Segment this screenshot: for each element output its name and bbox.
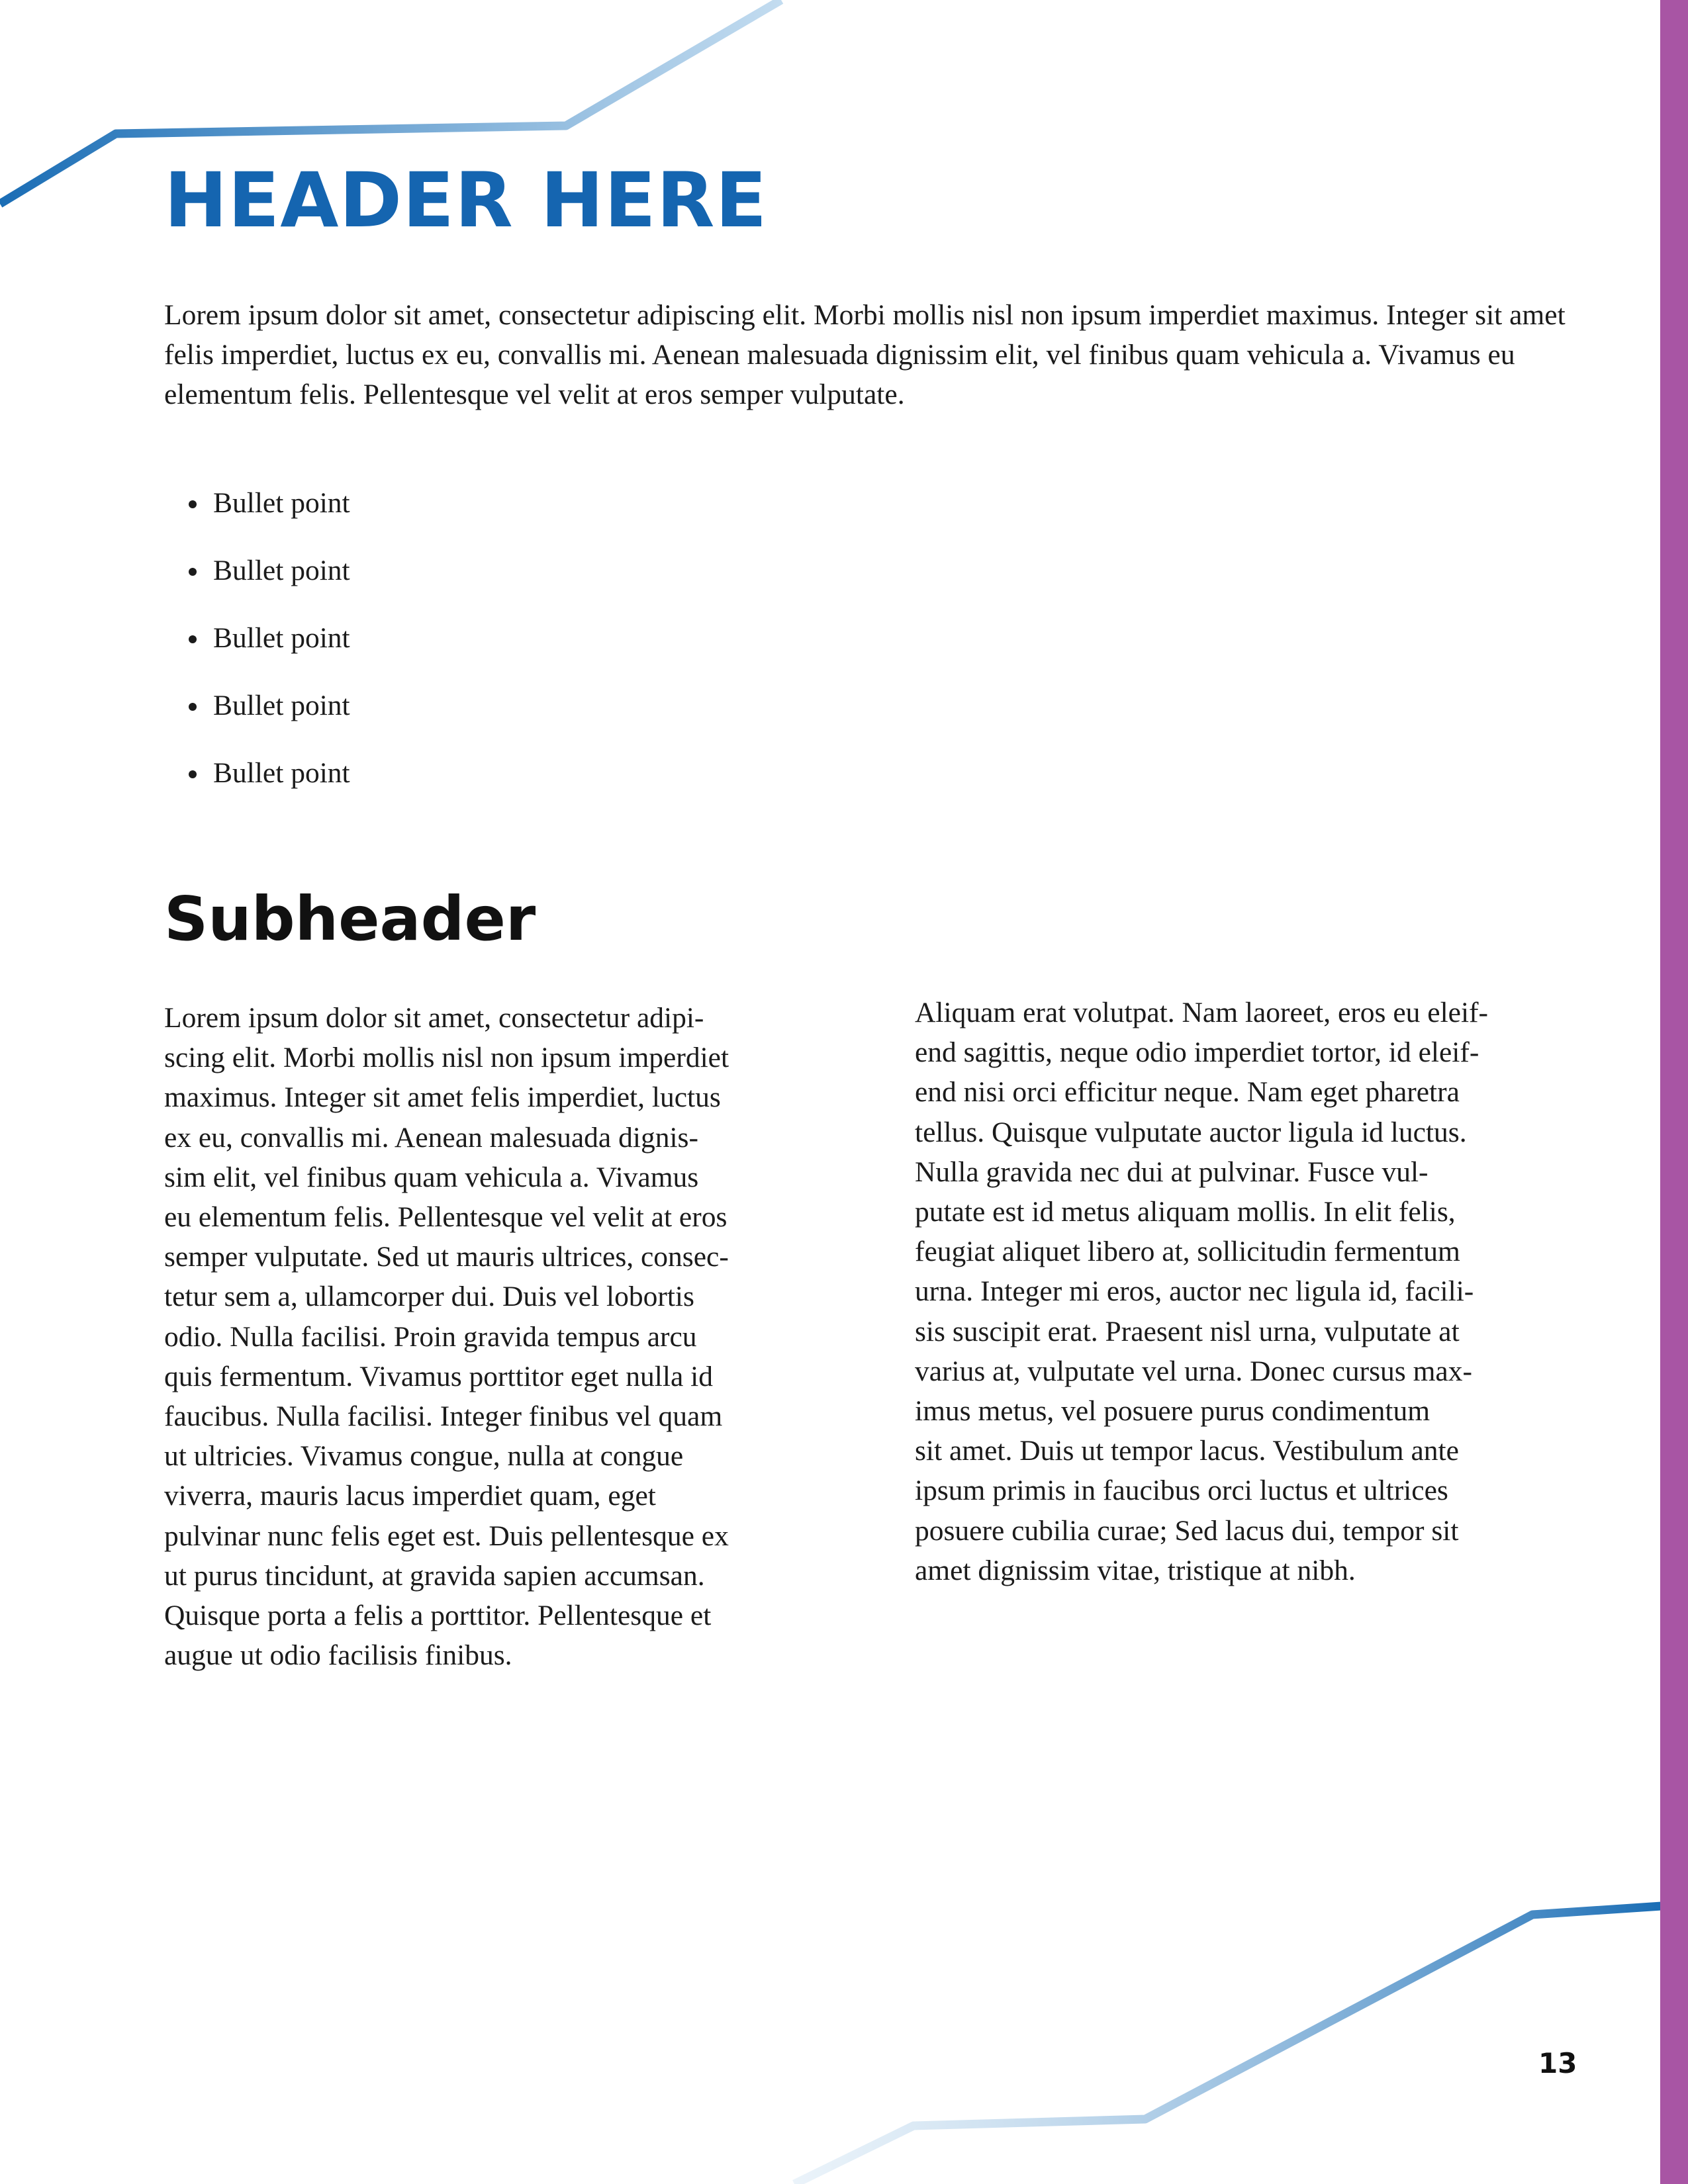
text-line: scing elit. Morbi mollis nisl non ipsum imperdiet <box>164 1042 729 1074</box>
text-line: feugiat aliquet libero at, sollicitudin fermentum <box>915 1236 1460 1268</box>
bullet-dot-icon <box>189 500 197 508</box>
text-line: faucibus. Nulla facilisi. Integer finibus vel quam <box>164 1400 723 1433</box>
bullet-item <box>164 551 350 618</box>
text-line: ipsum primis in faucibus orci luctus et ultrices <box>915 1475 1448 1507</box>
bullet-text: Bullet point <box>213 757 350 789</box>
text-line: urna. Integer mi eros, auctor nec ligula id, facili- <box>915 1275 1474 1308</box>
bullet-item <box>164 483 350 551</box>
text-line: tellus. Quisque vulputate auctor ligula id luctus. <box>915 1116 1467 1148</box>
text-line: varius at, vulputate vel urna. Donec cursus max- <box>915 1355 1472 1387</box>
text-line: amet dignissim vitae, tristique at nibh. <box>915 1554 1356 1586</box>
text-line: odio. Nulla facilisi. Proin gravida tempus arcu <box>164 1320 697 1353</box>
text-line: Quisque porta a felis a porttitor. Pellentesque et <box>164 1600 712 1632</box>
text-line: maximus. Integer sit amet felis imperdiet, luctus <box>164 1081 721 1114</box>
text-line: sim elit, vel finibus quam vehicula a. Vivamus <box>164 1161 699 1193</box>
text-line: Nulla gravida nec dui at pulvinar. Fusce vul- <box>915 1156 1429 1188</box>
text-line: ut purus tincidunt, at gravida sapien accumsan. <box>164 1559 705 1592</box>
bullet-text: Bullet point <box>213 622 350 654</box>
text-line: quis fermentum. Vivamus porttitor eget nulla id <box>164 1360 713 1392</box>
page-header: HEADER HERE <box>164 156 768 244</box>
text-line: Aliquam erat volutpat. Nam laoreet, eros eu eleif- <box>915 997 1489 1028</box>
text-line: putate est id metus aliquam mollis. In elit felis, <box>915 1196 1456 1228</box>
text-line: end sagittis, neque odio imperdiet tortor, id eleif- <box>915 1036 1479 1069</box>
bullet-dot-icon <box>189 703 197 711</box>
text-line: eu elementum felis. Pellentesque vel velit at eros <box>164 1201 727 1234</box>
bullet-list <box>164 483 350 821</box>
bottom-decorative-line <box>794 1906 1662 2184</box>
bullet-dot-icon <box>189 568 197 576</box>
text-line: ex eu, convallis mi. Aenean malesuada dignis- <box>164 1121 698 1154</box>
bullet-text: Bullet point <box>213 555 350 586</box>
text-line: viverra, mauris lacus imperdiet quam, eget <box>164 1480 656 1512</box>
text-line: semper vulputate. Sed ut mauris ultrices, consec- <box>164 1241 729 1273</box>
bullet-item <box>164 618 350 686</box>
text-line: end nisi orci efficitur neque. Nam eget pharetra <box>915 1076 1460 1109</box>
right-text-column <box>915 993 1488 1590</box>
purple-side-bar <box>1660 0 1688 2184</box>
text-line: Lorem ipsum dolor sit amet, consectetur adipi- <box>164 1002 704 1034</box>
text-line: posuere cubilia curae; Sed lacus dui, tempor sit <box>915 1514 1459 1547</box>
left-text-column <box>164 998 729 1675</box>
text-line: augue ut odio facilisis finibus. <box>164 1639 512 1672</box>
text-line: sis suscipit erat. Praesent nisl urna, vulputate at <box>915 1315 1460 1347</box>
text-line: imus metus, vel posuere purus condimentum <box>915 1395 1430 1428</box>
bullet-text: Bullet point <box>213 487 350 519</box>
text-line: ut ultricies. Vivamus congue, nulla at congue <box>164 1440 684 1473</box>
intro-paragraph: Lorem ipsum dolor sit amet, consectetur adipiscing elit. Morbi mollis nisl non ipsum imperdiet maximus. Integer sit amet felis imperdiet, luctus ex eu, convallis mi. Aenean malesuada dignissim elit, vel finibus quam vehicula a. Vivamus eu elementum felis. Pellentesque vel velit at eros semper vulputate. <box>164 299 1566 410</box>
bullet-item <box>164 753 350 821</box>
subheader: Subheader <box>164 884 536 954</box>
page-number: 13 <box>1538 2047 1577 2079</box>
bullet-text: Bullet point <box>213 690 350 721</box>
bullet-dot-icon <box>189 635 197 643</box>
text-line: pulvinar nunc felis eget est. Duis pellentesque ex <box>164 1520 729 1552</box>
text-line: tetur sem a, ullamcorper dui. Duis vel lobortis <box>164 1281 694 1313</box>
bullet-dot-icon <box>189 770 197 778</box>
bullet-item <box>164 686 350 753</box>
text-line: sit amet. Duis ut tempor lacus. Vestibulum ante <box>915 1435 1459 1467</box>
